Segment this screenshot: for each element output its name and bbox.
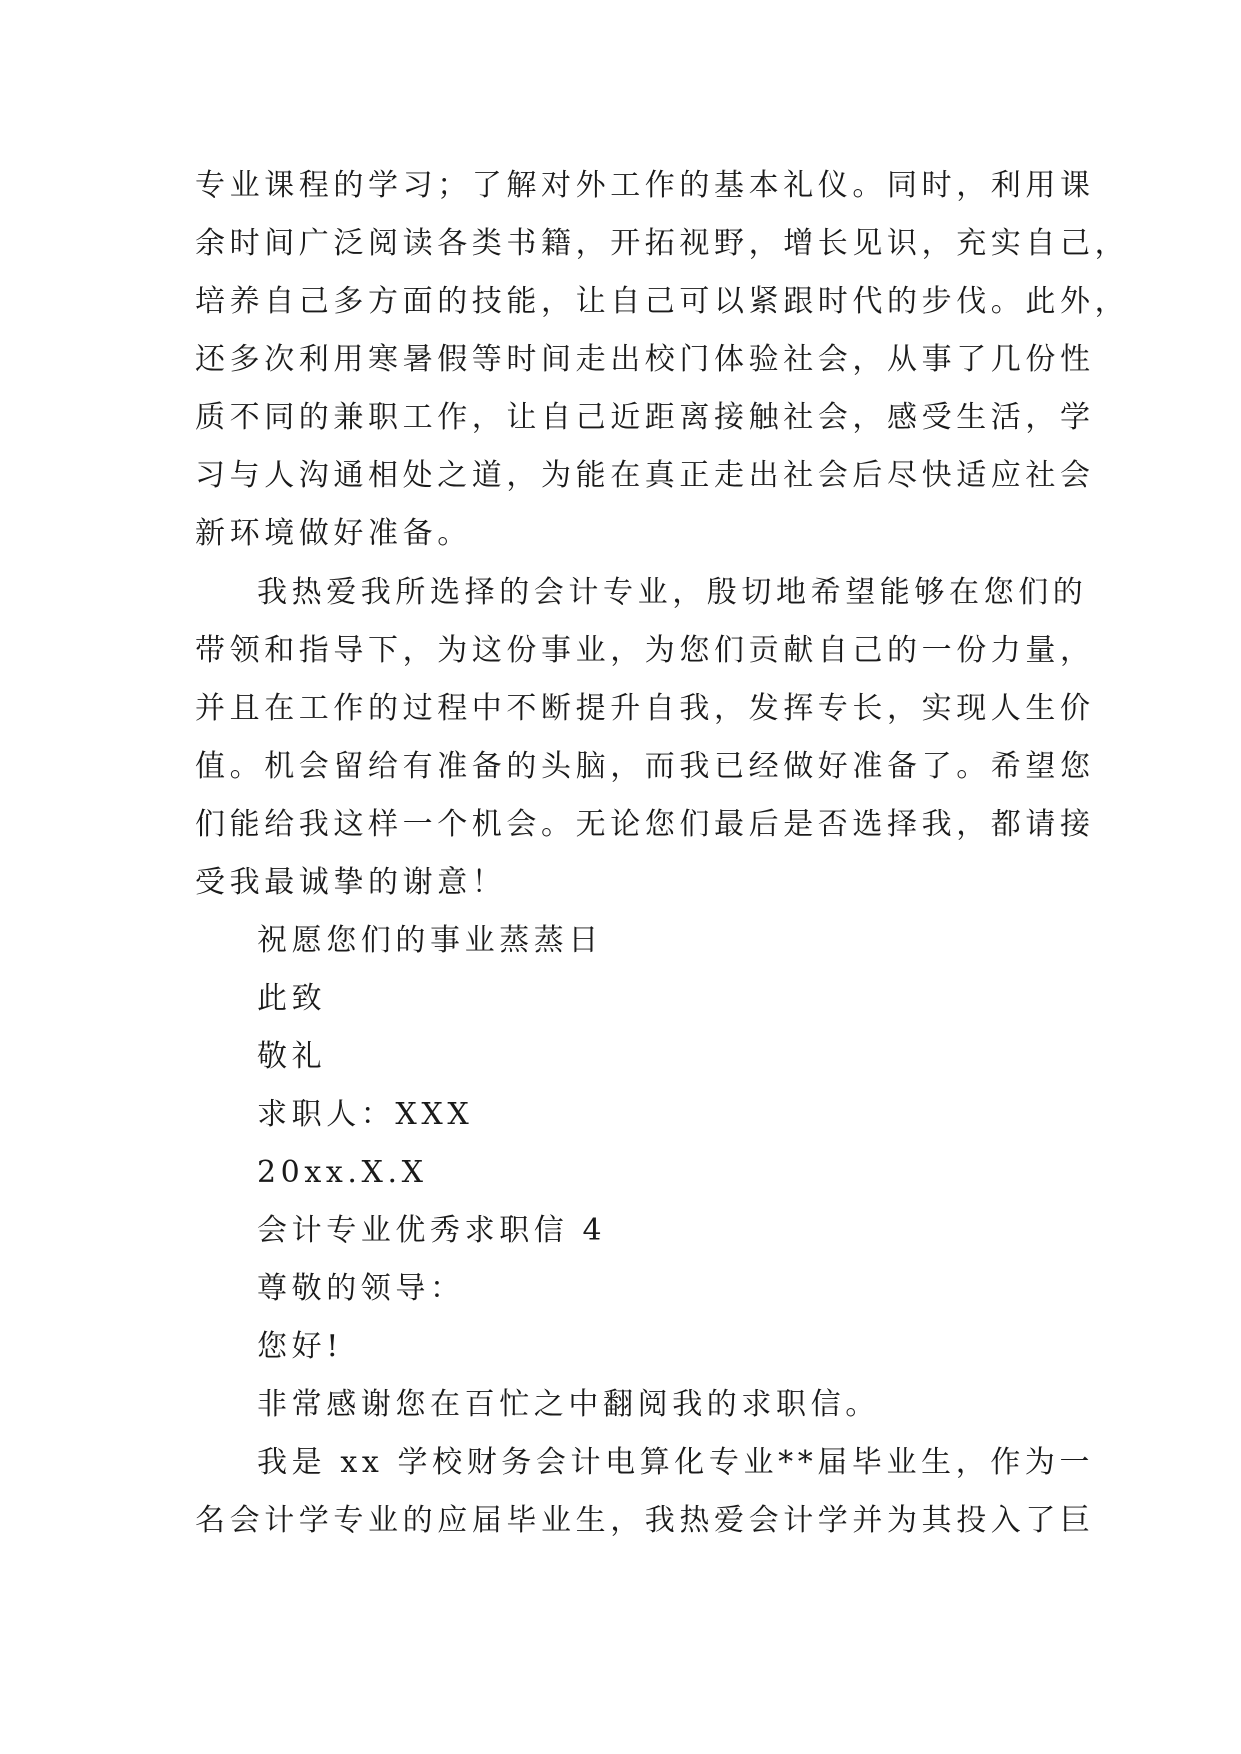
text-line: 值。机会留给有准备的头脑，而我已经做好准备了。希望您 — [195, 749, 1095, 784]
text-line: 非常感谢您在百忙之中翻阅我的求职信。 — [257, 1387, 880, 1422]
text-line: 余时间广泛阅读各类书籍，开拓视野，增长见识，充实自己， — [195, 226, 1130, 261]
text-line: 敬礼 — [257, 1039, 327, 1074]
text-line: 祝愿您们的事业蒸蒸日 — [257, 923, 603, 958]
text-line: 20xx.X.X — [257, 1155, 428, 1190]
text-line: 并且在工作的过程中不断提升自我，发挥专长，实现人生价 — [195, 691, 1095, 726]
text-line: 质不同的兼职工作，让自己近距离接触社会，感受生活，学 — [195, 400, 1095, 435]
text-line: 求职人：XXX — [257, 1097, 474, 1132]
text-line: 们能给我这样一个机会。无论您们最后是否选择我，都请接 — [195, 807, 1095, 842]
text-line: 您好! — [257, 1329, 343, 1364]
text-line: 尊敬的领导： — [257, 1271, 465, 1306]
text-line: 此致 — [257, 981, 327, 1016]
text-line: 我是 xx 学校财务会计电算化专业**届毕业生，作为一 — [257, 1445, 1095, 1480]
text-line: 带领和指导下，为这份事业，为您们贡献自己的一份力量， — [195, 633, 1095, 668]
text-line: 还多次利用寒暑假等时间走出校门体验社会，从事了几份性 — [195, 342, 1095, 377]
text-line: 习与人沟通相处之道，为能在真正走出社会后尽快适应社会 — [195, 458, 1095, 493]
text-line: 受我最诚挚的谢意！ — [195, 865, 507, 900]
text-line: 我热爱我所选择的会计专业，殷切地希望能够在您们的 — [257, 575, 1088, 610]
text-line: 专业课程的学习；了解对外工作的基本礼仪。同时，利用课 — [195, 168, 1095, 203]
section-heading: 会计专业优秀求职信 4 — [257, 1213, 607, 1248]
text-line: 培养自己多方面的技能，让自己可以紧跟时代的步伐。此外， — [195, 284, 1130, 319]
text-line: 名会计学专业的应届毕业生，我热爱会计学并为其投入了巨 — [195, 1503, 1095, 1538]
text-line: 新环境做好准备。 — [195, 516, 472, 551]
